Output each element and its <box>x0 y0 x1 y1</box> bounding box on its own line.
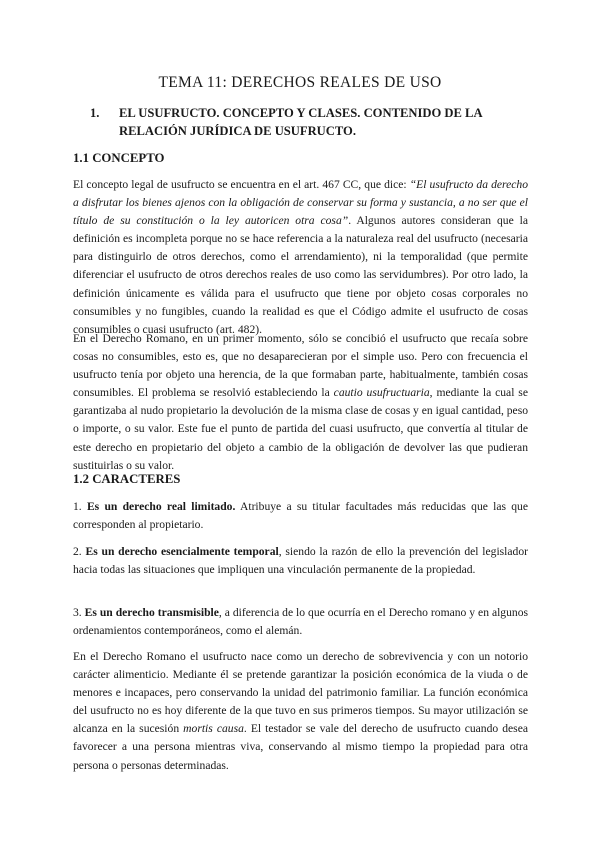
item1-rest: Atribuye a su titular facultades más reducidas que las que corresponden al propietario. <box>73 500 528 532</box>
pf-text-b: . El testador se vale del derecho de usufructo cuando desea favorecer a una persona mientras viva, conservando al mismo tiempo la propiedad para otra persona o personas determinadas. <box>73 722 528 772</box>
item2-bold: Es un derecho esencialmente temporal <box>85 545 279 558</box>
caracter-item-1 <box>73 498 528 534</box>
section-1-heading <box>90 104 510 140</box>
p2-text-b: , mediante la cual se garantizaba al nudo propietario la devolución de la misma clase de cosas y en igual cantidad, peso o importe, o su valor. Este fue el punto de partida del cuasi usufructo, que convertía al titular de este derecho en propietario del objeto a cambio de la obligación de devolver las que pudieran sustituirlas o su valor. <box>73 386 528 472</box>
item1-bold: Es un derecho real limitado. <box>86 500 236 513</box>
caracter-item-3 <box>73 604 528 640</box>
item3-number: 3. <box>73 606 82 619</box>
p2-italic: cautio usufructuaria <box>333 386 430 400</box>
p1-text-a: El concepto legal de usufructo se encuentra en el art. 467 CC, que dice: <box>73 178 410 191</box>
p2-text-a: En el Derecho Romano, en un primer momento, sólo se concibió el usufructo que recaía sobre cosas no consumibles, esto es, que no desaparecieran por el simple uso. Pero con frecuencia el usufructo tenía por objeto una herencia, de la que formaban parte, habitualmente, también cosas consumibles. El problema se resolvió estableciendo la <box>73 332 528 400</box>
item2-rest: , siendo la razón de ello la prevención del legislador hacia todas las situaciones que impliquen una vinculación permanente de la propiedad. <box>73 545 528 577</box>
item3-rest: , a diferencia de lo que ocurría en el Derecho romano y en algunos ordenamientos contemporáneos, como el alemán. <box>73 606 529 638</box>
p1-quote: “El usufructo da derecho a disfrutar los bienes ajenos con la obligación de conservar su forma y sustancia, a no ser que el título de su constitución o la ley autoricen otra cosa” <box>73 178 528 228</box>
caracteres-paragraph-final <box>73 648 528 775</box>
section-1-number: 1. <box>90 106 100 120</box>
pf-italic: mortis causa <box>183 722 244 736</box>
concepto-paragraph-2 <box>73 330 528 475</box>
item1-number: 1. <box>73 500 82 513</box>
caracteres-heading: 1.2 CARACTERES <box>73 472 181 486</box>
concepto-paragraph-1 <box>73 176 528 339</box>
pf-text-a: En el Derecho Romano el usufructo nace como un derecho de sobrevivencia y con un notorio carácter alimenticio. Mediante él se pretende garantizar la posición económica de la viuda o de menores e incapaces, pero conservando la unidad del patrimonio familiar. La función económica del usufructo no es hoy diferente de la que tuvo en sus primeros tiempos. Su mayor utilización se alcanza en la sucesión <box>73 650 528 736</box>
concepto-heading: 1.1 CONCEPTO <box>73 151 165 165</box>
caracter-item-2 <box>73 543 528 579</box>
item3-bold: Es un derecho transmisible <box>84 606 219 619</box>
page-title: TEMA 11: DERECHOS REALES DE USO <box>158 74 442 91</box>
section-1-heading-text: EL USUFRUCTO. CONCEPTO Y CLASES. CONTENIDO DE LA RELACIÓN JURÍDICA DE USUFRUCTO. <box>119 106 482 138</box>
item2-number: 2. <box>73 545 82 558</box>
p1-text-b: . Algunos autores consideran que la definición es incompleta porque no se hace referencia a la naturaleza real del usufructo (necesaria para distinguirlo de otros derechos, como el arrendamiento), ni la temporalidad (que permite diferenciar el usufructo de otros derechos reales de uso como las servidumbres). Por otro lado, la definición únicamente es válida para el usufructo que tiene por objeto cosas corporales no consumibles y no fungibles, cuando la realidad es que el Código admite el usufructo de cosas consumibles o cuasi usufructo (art. 482). <box>73 214 528 336</box>
